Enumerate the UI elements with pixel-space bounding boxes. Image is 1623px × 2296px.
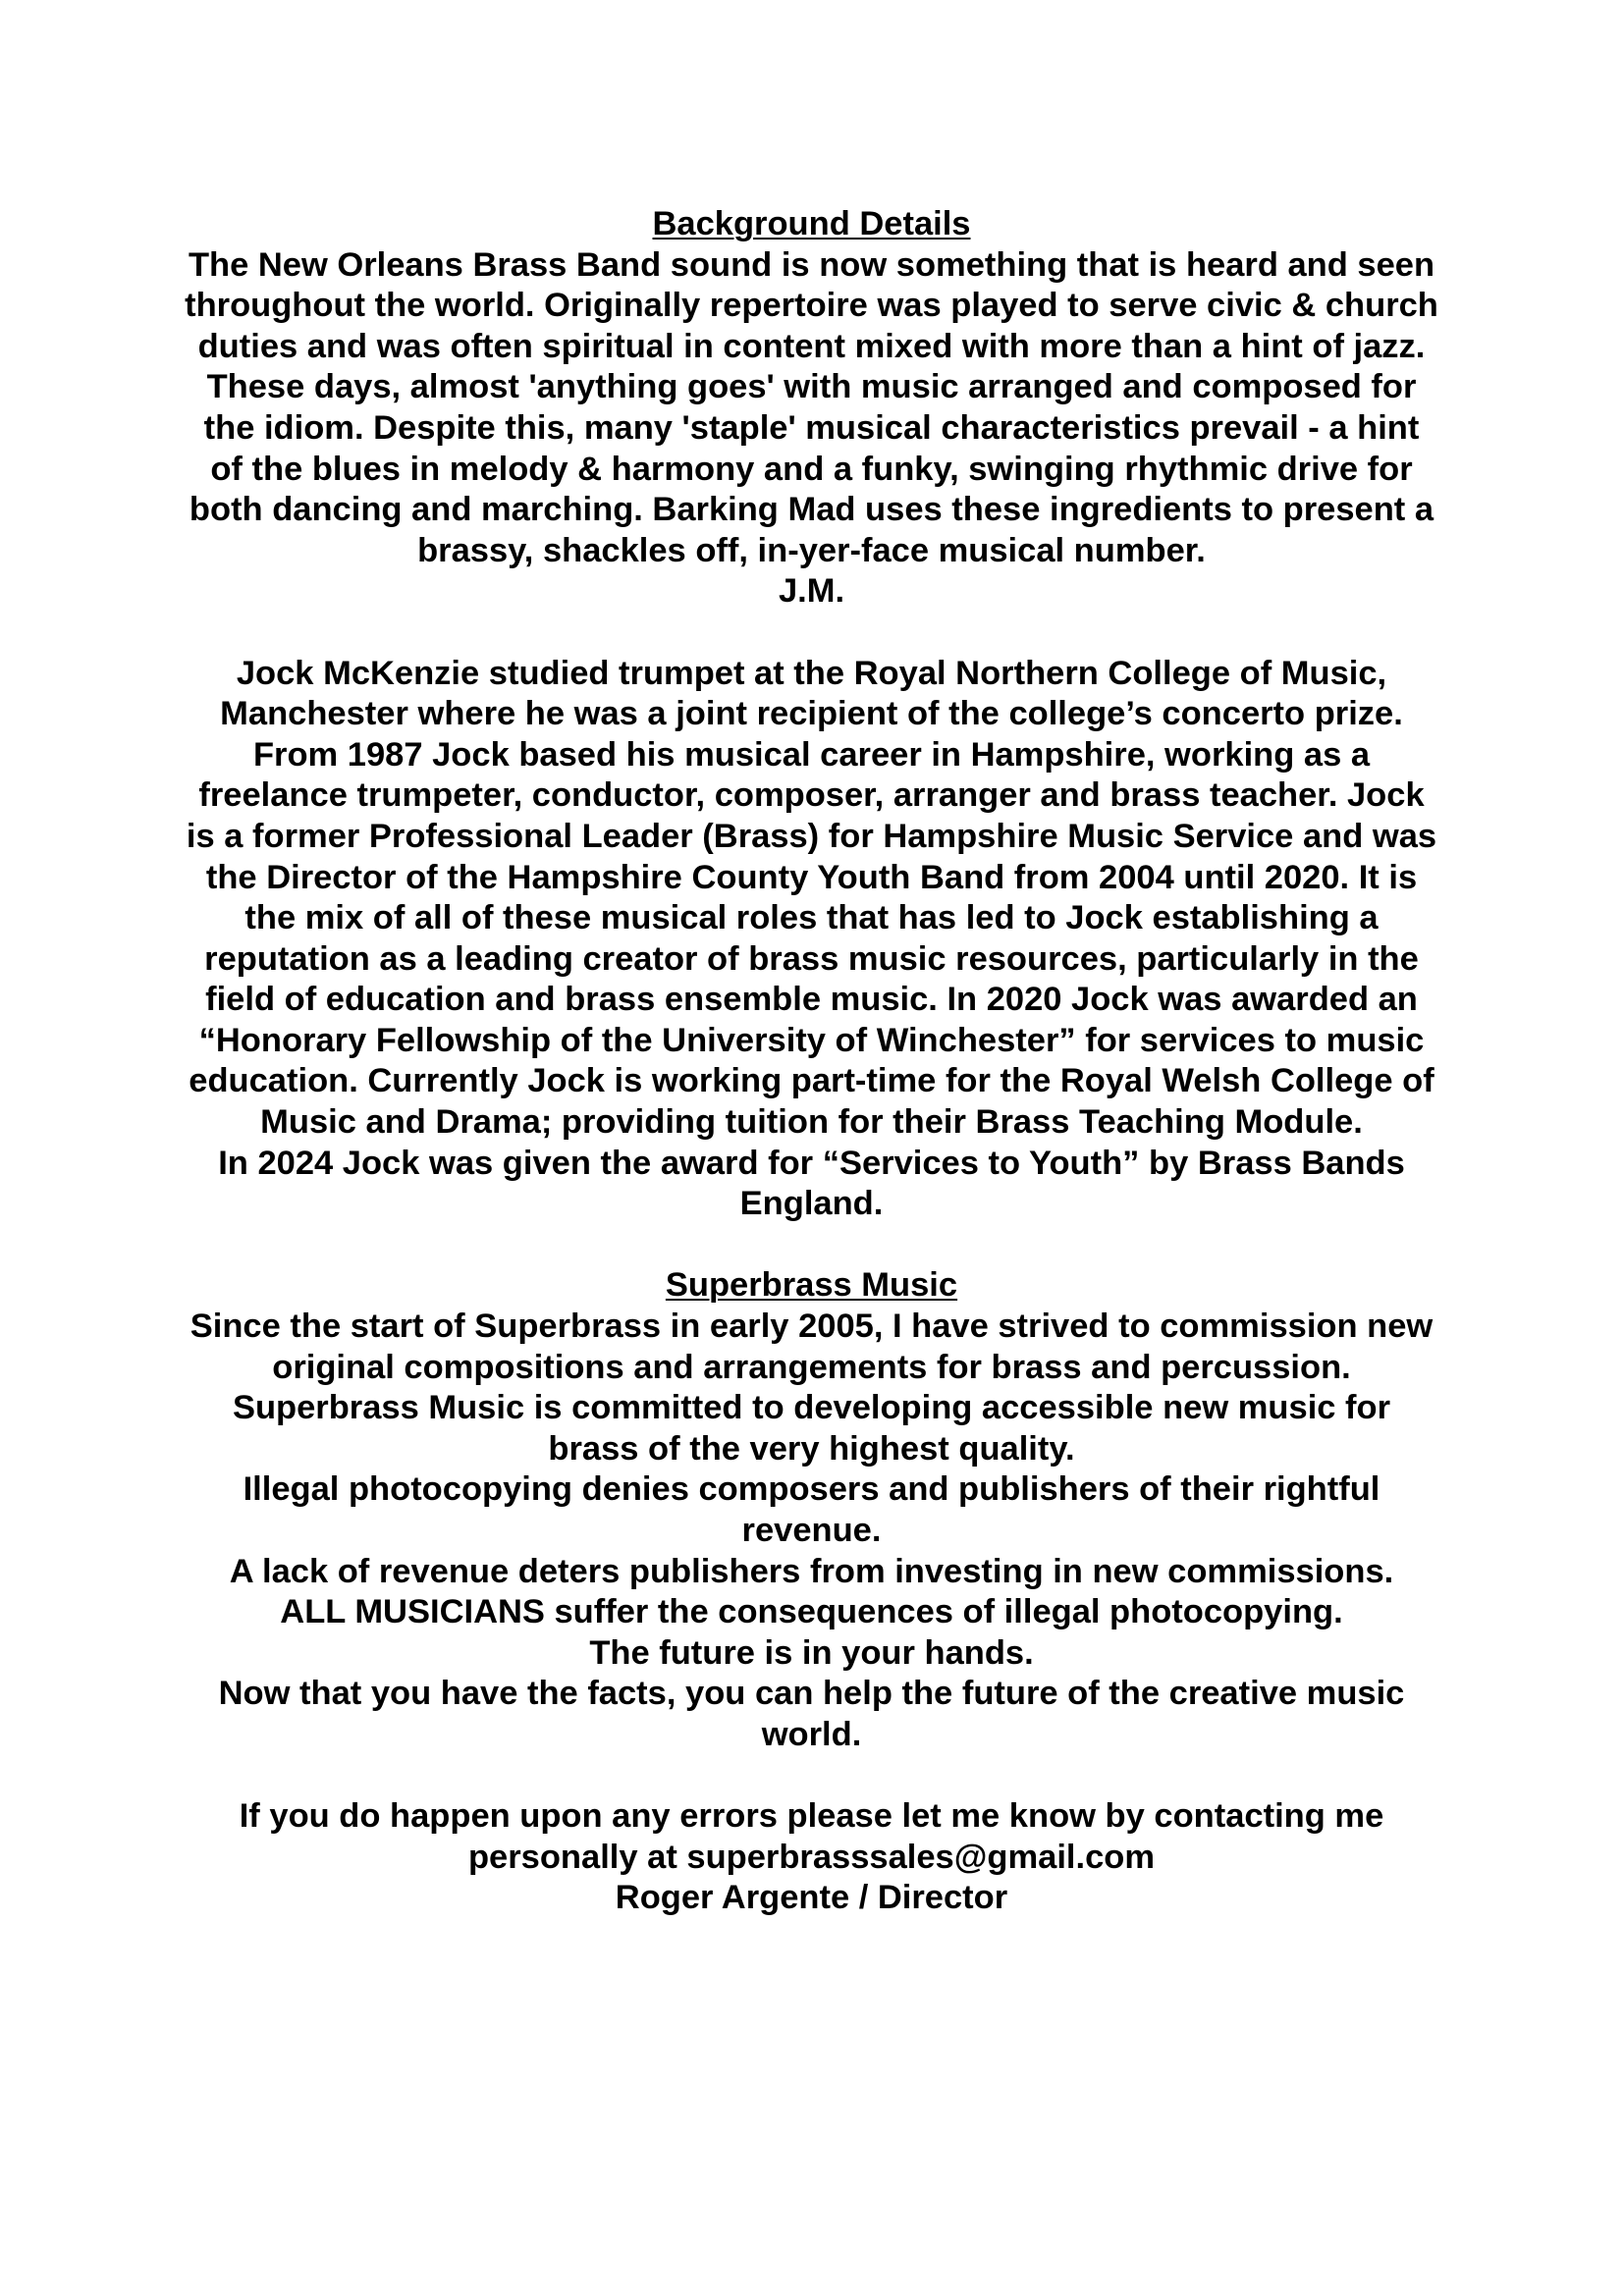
- background-line: the idiom. Despite this, many 'staple' musical characteristics prevail - a hint: [203, 408, 1420, 447]
- spacer: [0, 1225, 1623, 1266]
- superbrass-line: A lack of revenue deters publishers from investing in new commissions.: [229, 1552, 1394, 1590]
- spacer: [0, 613, 1623, 654]
- biography-line: England.: [739, 1185, 884, 1223]
- spacer: [0, 1756, 1623, 1797]
- background-signature: J.M.: [778, 572, 845, 611]
- background-section: [0, 204, 1623, 613]
- superbrass-line: brass of the very highest quality.: [548, 1429, 1075, 1468]
- superbrass-line: The future is in your hands.: [589, 1633, 1034, 1672]
- superbrass-line: ALL MUSICIANS suffer the consequences of illegal photocopying.: [280, 1593, 1343, 1631]
- biography-line: freelance trumpeter, conductor, composer, arranger and brass teacher. Jock: [198, 776, 1425, 815]
- superbrass-line: Now that you have the facts, you can help the future of the creative music: [218, 1675, 1405, 1713]
- biography-line: Manchester where he was a joint recipient of the college’s concerto prize.: [220, 695, 1403, 733]
- biography-line: the mix of all of these musical roles that has led to Jock establishing a: [244, 899, 1379, 937]
- contact-section: [0, 1796, 1623, 1919]
- biography-line: Music and Drama; providing tuition for their Brass Teaching Module.: [260, 1103, 1363, 1142]
- biography-section: [0, 654, 1623, 1225]
- superbrass-line: revenue.: [741, 1512, 882, 1549]
- background-line: of the blues in melody & harmony and a funky, swinging rhythmic drive for: [210, 450, 1413, 488]
- background-line: both dancing and marching. Barking Mad uses these ingredients to present a: [189, 491, 1434, 529]
- biography-line: reputation as a leading creator of brass music resources, particularly in the: [204, 939, 1419, 978]
- contact-signature: Roger Argente / Director: [615, 1879, 1008, 1917]
- background-line: throughout the world. Originally repertoire was played to serve civic & church: [185, 287, 1438, 325]
- superbrass-line: world.: [761, 1715, 862, 1753]
- background-line: These days, almost 'anything goes' with music arranged and composed for: [206, 368, 1417, 406]
- document-page: [0, 204, 1623, 1919]
- biography-line: education. Currently Jock is working part-time for the Royal Welsh College of: [189, 1062, 1434, 1100]
- biography-line: field of education and brass ensemble music. In 2020 Jock was awarded an: [205, 981, 1418, 1019]
- biography-line: is a former Professional Leader (Brass) for Hampshire Music Service and was: [186, 817, 1437, 855]
- background-line: brassy, shackles off, in-yer-face musical number.: [417, 531, 1206, 569]
- biography-line: Jock McKenzie studied trumpet at the Royal Northern College of Music,: [236, 654, 1387, 692]
- biography-line: In 2024 Jock was given the award for “Services to Youth” by Brass Bands: [218, 1144, 1405, 1182]
- contact-line: If you do happen upon any errors please let me know by contacting me: [239, 1797, 1384, 1836]
- background-heading: Background Details: [652, 205, 971, 242]
- superbrass-line: Since the start of Superbrass in early 2005, I have strived to commission new: [189, 1308, 1434, 1346]
- superbrass-line: Superbrass Music is committed to developing accessible new music for: [232, 1389, 1391, 1427]
- superbrass-line: Illegal photocopying denies composers and publishers of their rightful: [243, 1470, 1380, 1509]
- background-line: The New Orleans Brass Band sound is now something that is heard and seen: [188, 245, 1435, 284]
- contact-line: personally at superbrasssales@gmail.com: [467, 1838, 1156, 1876]
- biography-line: “Honorary Fellowship of the University of Winchester” for services to music: [198, 1021, 1425, 1059]
- superbrass-heading: Superbrass Music: [665, 1266, 958, 1305]
- background-line: duties and was often spiritual in content mixed with more than a hint of jazz.: [197, 327, 1426, 365]
- superbrass-line: original compositions and arrangements for brass and percussion.: [272, 1348, 1351, 1386]
- superbrass-section: [0, 1265, 1623, 1755]
- biography-line: the Director of the Hampshire County Youth Band from 2004 until 2020. It is: [205, 858, 1418, 896]
- biography-line: From 1987 Jock based his musical career in Hampshire, working as a: [252, 735, 1371, 774]
